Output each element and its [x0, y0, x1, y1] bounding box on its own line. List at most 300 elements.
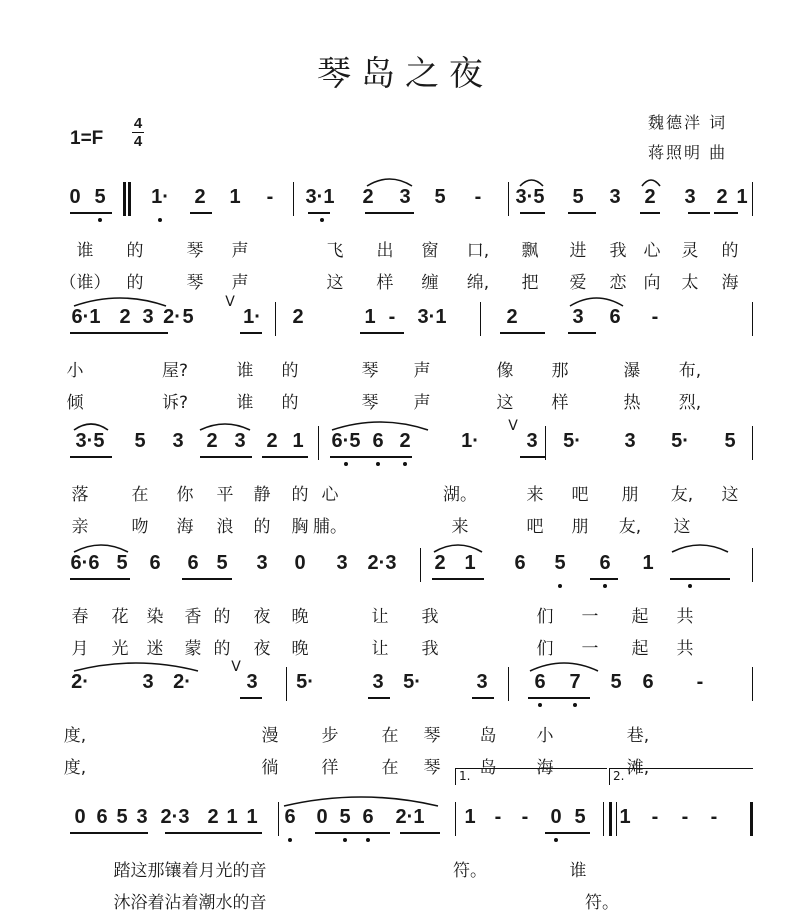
- note: 5: [434, 186, 446, 208]
- note: 5·: [403, 671, 421, 693]
- underline-beam: [688, 212, 710, 214]
- lyric-verse-2: 一: [581, 639, 599, 659]
- lyric-verse-1: 香: [184, 607, 202, 627]
- slur-arc: [72, 288, 168, 308]
- lyric-verse-1: 声: [231, 241, 249, 261]
- underline-beam: [432, 578, 484, 580]
- time-signature-top: 4: [133, 115, 143, 132]
- note: 5·: [671, 430, 689, 452]
- note: 6: [284, 806, 296, 828]
- lyric-verse-1: 进: [569, 241, 587, 261]
- note: 1: [246, 806, 258, 828]
- note: 6: [96, 806, 108, 828]
- note: 2·1: [395, 806, 425, 828]
- note: 5: [116, 806, 128, 828]
- octave-dot: [344, 462, 348, 466]
- lyric-verse-2: 夜: [253, 639, 271, 659]
- note: -: [651, 806, 659, 828]
- octave-dot: [288, 838, 292, 842]
- note: 6·5: [331, 430, 361, 452]
- lyric-verse-2: 倾: [66, 393, 84, 413]
- lyric-verse-2: 的: [253, 517, 271, 537]
- lyric-verse-1: 的: [281, 361, 299, 381]
- slur-arc: [282, 788, 440, 808]
- note-line: [0, 769, 810, 840]
- note: 5·: [296, 671, 314, 693]
- note: 2: [434, 552, 446, 574]
- note: 1: [226, 806, 238, 828]
- underline-beam: [70, 332, 168, 334]
- note: 6·1: [71, 306, 101, 328]
- lyric-verse-2: （谁）: [59, 273, 111, 293]
- note: 5: [572, 186, 584, 208]
- bar-line: [420, 548, 421, 582]
- bar-line: [123, 182, 126, 216]
- lyric-verse-2: 的: [126, 273, 144, 293]
- underline-beam: [330, 456, 412, 458]
- lyric-verse-1: 踏这那镶着月光的音: [113, 861, 267, 881]
- lyric-verse-2: 度,: [63, 758, 87, 778]
- note: 6: [149, 552, 161, 574]
- slur-arc: [330, 412, 430, 432]
- slur-arc: [568, 288, 625, 308]
- note: 2: [292, 306, 304, 328]
- octave-dot: [554, 838, 558, 842]
- note: 5: [116, 552, 128, 574]
- bar-line: [752, 182, 753, 216]
- lyric-verse-2: 徜: [261, 758, 279, 778]
- note: 6: [642, 671, 654, 693]
- lyric-verse-1: 这: [721, 485, 739, 505]
- note: 1: [642, 552, 654, 574]
- lyric-verse-2: 的: [213, 639, 231, 659]
- slur-arc: [518, 168, 545, 188]
- lyric-verse-1: 岛: [479, 726, 497, 746]
- lyric-verse-2: 这: [326, 273, 344, 293]
- lyric-verse-2: 蒙: [184, 639, 202, 659]
- bar-line: [128, 182, 131, 216]
- note: 6: [362, 806, 374, 828]
- lyric-verse-1: 让: [371, 607, 389, 627]
- note: 2: [362, 186, 374, 208]
- note: 6: [599, 552, 611, 574]
- breath-mark: V: [508, 418, 518, 434]
- note: 3: [136, 806, 148, 828]
- lyric-verse-1: 布,: [678, 361, 702, 381]
- underline-beam: [365, 212, 414, 214]
- underline-beam: [528, 697, 590, 699]
- note: 2: [194, 186, 206, 208]
- bar-line: [508, 182, 509, 216]
- bar-line: [545, 426, 546, 460]
- note: 3·5: [515, 186, 545, 208]
- note: -: [681, 806, 689, 828]
- bar-line: [752, 302, 753, 336]
- lyric-verse-2: 吻: [131, 517, 149, 537]
- note: 5: [134, 430, 146, 452]
- note: 2: [266, 430, 278, 452]
- lyric-verse-2: 海: [721, 273, 739, 293]
- note: 1: [736, 186, 748, 208]
- lyric-verse-2: 向: [643, 273, 661, 293]
- volta-bracket: 2.: [609, 768, 753, 785]
- lyric-verse-2: 来: [451, 517, 469, 537]
- bar-line: [455, 802, 456, 836]
- lyric-verse-1: 口,: [466, 241, 490, 261]
- lyric-verse-1: 琴: [361, 361, 379, 381]
- lyric-verse-1: 们: [536, 607, 554, 627]
- note: 5·: [563, 430, 581, 452]
- lyric-verse-1: 湖。: [443, 485, 477, 505]
- note-line: [0, 659, 810, 705]
- underline-beam: [200, 456, 252, 458]
- lyric-verse-2: 绵,: [466, 273, 490, 293]
- bar-line: [750, 802, 753, 836]
- note: 0: [550, 806, 562, 828]
- underline-beam: [500, 332, 545, 334]
- lyric-verse-2: 声: [231, 273, 249, 293]
- note: -: [696, 671, 704, 693]
- lyric-verse-2: 亲: [71, 517, 89, 537]
- note: 6: [534, 671, 546, 693]
- lyric-verse-1: 你: [176, 485, 194, 505]
- lyric-verse-2: 琴: [423, 758, 441, 778]
- lyric-verse-1: 心: [321, 485, 339, 505]
- underline-beam: [70, 456, 112, 458]
- lyric-verse-2: 徉: [321, 758, 339, 778]
- underline-beam: [670, 578, 730, 580]
- bar-line: [318, 426, 319, 460]
- lyric-verse-1: 吧: [571, 485, 589, 505]
- lyric-verse-1: 来: [526, 485, 544, 505]
- lyric-verse-1: 的: [721, 241, 739, 261]
- note: 2: [399, 430, 411, 452]
- lyric-verse-1: 屋?: [161, 361, 189, 381]
- lyric-verse-2: 琴: [361, 393, 379, 413]
- note: 2·: [173, 671, 191, 693]
- lyric-verse-1: 出: [376, 241, 394, 261]
- lyric-verse-1: 小: [66, 361, 84, 381]
- lyric-verse-2: 我: [421, 639, 439, 659]
- underline-beam: [368, 697, 390, 699]
- note-line: [0, 546, 810, 586]
- lyric-verse-1: 平: [216, 485, 234, 505]
- breath-mark: V: [225, 294, 235, 310]
- lyric-verse-2: 迷: [146, 639, 164, 659]
- note: 3: [526, 430, 538, 452]
- bar-line: [752, 667, 753, 701]
- lyric-verse-1: 朋: [621, 485, 639, 505]
- lyric-verse-2: 岛: [479, 758, 497, 778]
- note: 3: [142, 671, 154, 693]
- lyric-verse-2: 浪: [216, 517, 234, 537]
- note-line: [0, 418, 810, 464]
- note: 1·: [461, 430, 479, 452]
- note: 0: [316, 806, 328, 828]
- lyric-verse-1: 春: [71, 607, 89, 627]
- note: -: [474, 186, 482, 208]
- lyric-verse-2: 样: [551, 393, 569, 413]
- lyric-verse-1: 飘: [521, 241, 539, 261]
- note: 3: [399, 186, 411, 208]
- lyric-verse-2: 太: [681, 273, 699, 293]
- slur-arc: [365, 168, 414, 188]
- underline-beam: [70, 832, 148, 834]
- note: 1: [292, 430, 304, 452]
- note: 3: [624, 430, 636, 452]
- note: 3: [234, 430, 246, 452]
- bar-line: [609, 802, 612, 836]
- octave-dot: [403, 462, 407, 466]
- lyric-verse-1: 小: [536, 726, 554, 746]
- note: 3: [256, 552, 268, 574]
- lyric-verse-2: 的: [281, 393, 299, 413]
- note: 7: [569, 671, 581, 693]
- octave-dot: [98, 218, 102, 222]
- octave-dot: [688, 584, 692, 588]
- lyric-verse-1: 那: [551, 361, 569, 381]
- note: 1: [619, 806, 631, 828]
- composer-credit: 蒋照明 曲: [648, 143, 728, 162]
- note: 1·: [151, 186, 169, 208]
- note: 5: [610, 671, 622, 693]
- lyric-verse-1: 落: [71, 485, 89, 505]
- underline-beam: [262, 456, 308, 458]
- lyric-verse-2: 恋: [609, 273, 627, 293]
- octave-dot: [376, 462, 380, 466]
- lyric-verse-2: 把: [521, 273, 539, 293]
- bar-line: [616, 802, 617, 836]
- slur-arc: [528, 653, 600, 673]
- note: 3·1: [417, 306, 447, 328]
- octave-dot: [320, 218, 324, 222]
- lyric-verse-2: 晚: [291, 639, 309, 659]
- underline-beam: [70, 212, 112, 214]
- lyric-verse-1: 一: [581, 607, 599, 627]
- lyric-verse-2: 谁: [236, 393, 254, 413]
- lyric-verse-2: 沐浴着沾着潮水的音: [113, 893, 267, 913]
- note: -: [388, 306, 396, 328]
- note: 3: [684, 186, 696, 208]
- lyric-verse-1: 符。: [453, 861, 487, 881]
- note: 2: [207, 806, 219, 828]
- lyric-verse-2: 友,: [618, 517, 642, 537]
- note: 1: [464, 552, 476, 574]
- octave-dot: [158, 218, 162, 222]
- lyric-verse-1: 心: [643, 241, 661, 261]
- octave-dot: [603, 584, 607, 588]
- note: 5: [94, 186, 106, 208]
- note: 2·3: [160, 806, 190, 828]
- octave-dot: [558, 584, 562, 588]
- lyric-verse-2: 这: [496, 393, 514, 413]
- underline-beam: [400, 832, 440, 834]
- note: 2·: [71, 671, 89, 693]
- note: 2: [206, 430, 218, 452]
- note: 0: [294, 552, 306, 574]
- underline-beam: [520, 456, 545, 458]
- slur-arc: [72, 653, 200, 673]
- note: 3: [172, 430, 184, 452]
- lyric-verse-2: 声: [413, 393, 431, 413]
- bar-line: [752, 548, 753, 582]
- lyric-verse-1: 花: [111, 607, 129, 627]
- note: 3: [572, 306, 584, 328]
- lyric-verse-1: 谁: [569, 861, 587, 881]
- bar-line: [508, 667, 509, 701]
- note: 2·: [163, 306, 181, 328]
- slur-arc: [640, 168, 662, 188]
- song-title: 琴岛之夜: [317, 54, 493, 94]
- lyric-verse-1: 的: [126, 241, 144, 261]
- bar-line: [275, 302, 276, 336]
- lyric-verse-1: 染: [146, 607, 164, 627]
- underline-beam: [165, 832, 262, 834]
- lyric-verse-1: 晚: [291, 607, 309, 627]
- octave-dot: [573, 703, 577, 707]
- lyric-verse-2: 滩,: [626, 758, 650, 778]
- underline-beam: [545, 832, 590, 834]
- lyric-verse-2: 样: [376, 273, 394, 293]
- bar-line: [278, 802, 279, 836]
- bar-line: [286, 667, 287, 701]
- lyric-verse-1: 巷,: [626, 726, 650, 746]
- underline-beam: [240, 697, 262, 699]
- underline-beam: [240, 332, 262, 334]
- lyric-verse-2: 月: [71, 639, 89, 659]
- lyric-verse-1: 我: [609, 241, 627, 261]
- note-line: [0, 180, 810, 220]
- underline-beam: [520, 212, 545, 214]
- lyric-verse-1: 灵: [681, 241, 699, 261]
- lyric-verse-2: 这: [673, 517, 691, 537]
- note: 1: [229, 186, 241, 208]
- lyric-verse-2: 让: [371, 639, 389, 659]
- underline-beam: [190, 212, 212, 214]
- lyric-verse-2: 海: [536, 758, 554, 778]
- bar-line: [603, 802, 604, 836]
- lyric-verse-2: 诉?: [161, 393, 189, 413]
- note: 5: [216, 552, 228, 574]
- lyric-verse-1: 漫: [261, 726, 279, 746]
- note: -: [494, 806, 502, 828]
- note: 3: [246, 671, 258, 693]
- note: 5: [554, 552, 566, 574]
- lyric-verse-1: 在: [131, 485, 149, 505]
- note: 6: [514, 552, 526, 574]
- octave-dot: [366, 838, 370, 842]
- note: 6: [187, 552, 199, 574]
- key-signature: 1=F: [70, 128, 104, 149]
- lyric-verse-1: 飞: [326, 241, 344, 261]
- bar-line: [752, 426, 753, 460]
- lyric-verse-2: 热: [623, 393, 641, 413]
- note: 2: [716, 186, 728, 208]
- note: 0: [74, 806, 86, 828]
- octave-dot: [538, 703, 542, 707]
- lyric-verse-1: 我: [421, 607, 439, 627]
- lyric-verse-1: 的: [291, 485, 309, 505]
- lyric-verse-1: 像: [496, 361, 514, 381]
- lyric-verse-1: 琴: [186, 241, 204, 261]
- underline-beam: [568, 212, 596, 214]
- note: 6: [609, 306, 621, 328]
- bar-line: [480, 302, 481, 336]
- underline-beam: [640, 212, 660, 214]
- lyric-verse-2: 爱: [569, 273, 587, 293]
- lyric-verse-1: 声: [413, 361, 431, 381]
- underline-beam: [315, 832, 390, 834]
- slur-arc: [670, 534, 730, 554]
- lyric-verse-2: 共: [676, 639, 694, 659]
- note: 5: [574, 806, 586, 828]
- lyric-verse-1: 瀑: [623, 361, 641, 381]
- note: -: [521, 806, 529, 828]
- lyric-verse-2: 光: [111, 639, 129, 659]
- lyric-verse-1: 窗: [421, 241, 439, 261]
- note: 6·6: [70, 552, 100, 574]
- bar-line: [293, 182, 294, 216]
- lyric-verse-2: 脯。: [313, 517, 347, 537]
- lyric-verse-2: 缠: [421, 273, 439, 293]
- lyric-verse-2: 吧: [526, 517, 544, 537]
- note: 2: [506, 306, 518, 328]
- note: 3: [336, 552, 348, 574]
- lyric-verse-1: 共: [676, 607, 694, 627]
- lyric-verse-1: 度,: [63, 726, 87, 746]
- underline-beam: [590, 578, 618, 580]
- lyric-verse-2: 们: [536, 639, 554, 659]
- note: 1·: [243, 306, 261, 328]
- note: -: [710, 806, 718, 828]
- note: 3: [476, 671, 488, 693]
- breath-mark: V: [231, 659, 241, 675]
- lyric-verse-2: 胸: [291, 517, 309, 537]
- note: -: [651, 306, 659, 328]
- note: 5: [182, 306, 194, 328]
- note: 5: [339, 806, 351, 828]
- lyric-verse-2: 朋: [571, 517, 589, 537]
- slur-arc: [432, 534, 484, 554]
- note: 2: [644, 186, 656, 208]
- volta-bracket: 1.: [455, 768, 607, 785]
- lyric-verse-1: 起: [631, 607, 649, 627]
- note: 1: [364, 306, 376, 328]
- underline-beam: [568, 332, 596, 334]
- time-signature-bottom: 4: [133, 133, 143, 150]
- underline-beam: [70, 578, 130, 580]
- lyric-verse-2: 符。: [585, 893, 619, 913]
- note: 3: [609, 186, 621, 208]
- lyric-verse-1: 谁: [76, 241, 94, 261]
- note-line: [0, 294, 810, 340]
- note: 6: [372, 430, 384, 452]
- time-signature: [132, 116, 144, 149]
- note: 0: [69, 186, 81, 208]
- note: 3: [372, 671, 384, 693]
- lyric-verse-1: 在: [381, 726, 399, 746]
- lyric-verse-2: 海: [176, 517, 194, 537]
- lyric-verse-2: 在: [381, 758, 399, 778]
- lyric-verse-1: 友,: [670, 485, 694, 505]
- note: 3·1: [305, 186, 335, 208]
- lyric-verse-2: 烈,: [678, 393, 702, 413]
- underline-beam: [360, 332, 404, 334]
- underline-beam: [182, 578, 232, 580]
- note: 3: [142, 306, 154, 328]
- slur-arc: [72, 412, 110, 432]
- slur-arc: [72, 534, 130, 554]
